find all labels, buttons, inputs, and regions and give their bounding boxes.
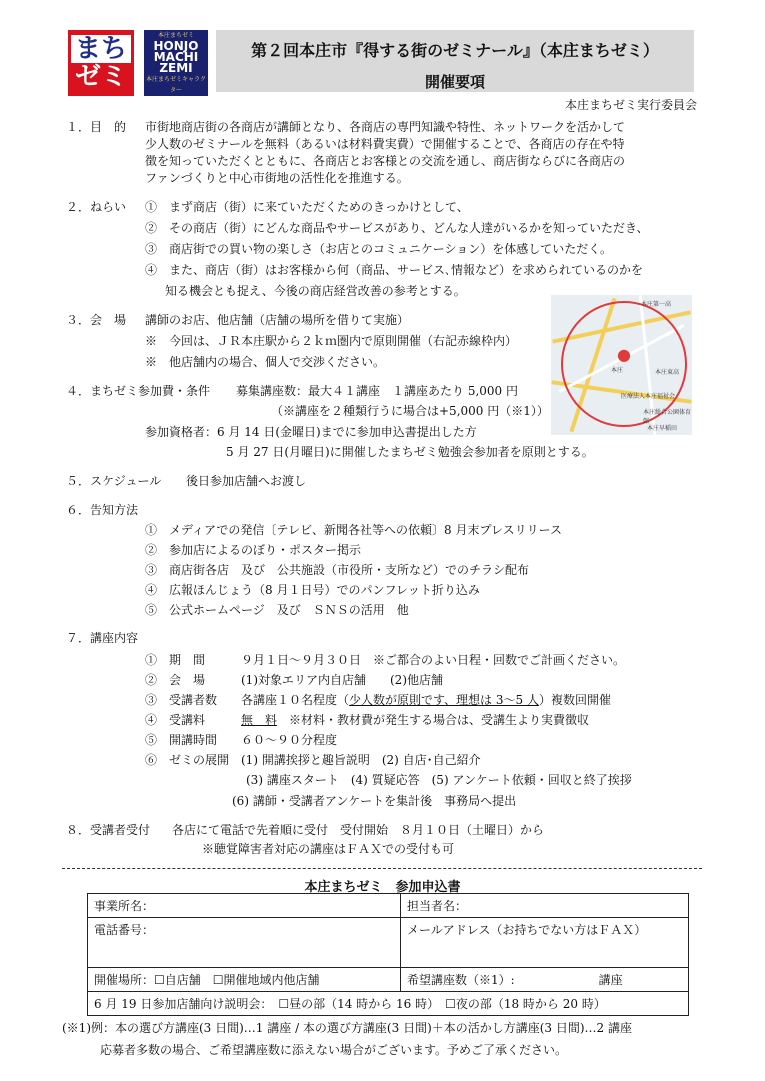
footnote: 応募者多数の場合、ご希望講座数に添えない場合がございます。予めご了承ください。 [100,1043,568,1057]
section-1-text: ファンづくりと中心市街地の活性化を推進する。 [145,171,409,185]
section-8-label: ８．受講者受付 [66,823,151,837]
section-2-item: ① まず商店（街）に来ていただくためのきっかけとして、 [145,200,469,214]
section-6-item: ② 参加店によるのぼり・ポスター掲示 [145,543,362,557]
section-2-item: ③ 商店街での買い物の楽しさ（お店とのコミュニケーション）を体感していただく。 [145,242,613,256]
section-4-label: ４．まちゼミ参加費・条件 [66,384,211,398]
section-4-eligibility: 5 月 27 日(月曜日)に開催したまちゼミ勉強会参加者を原則とする。 [226,445,594,459]
section-7-item: ② 会 場 (1)対象エリア内自店舗 (2)他店舗 [145,673,443,687]
section-3-note: ※ 他店舗内の場合、個人で交渉ください。 [145,355,386,369]
page-title: 第２回本庄市『得する街のゼミナール』（本庄まちゼミ） [251,41,659,60]
title-box [216,30,694,92]
section-7-item: ④ 受講料 無 料 ※材料・教材費が発生する場合は、受講生より実費徴収 [145,713,590,727]
briefing-field[interactable]: 6 月 19 日参加店舗向け説明会： ☐昼の部（14 時から 16 時） ☐夜の部（18 時から 20 時） [88,992,689,1016]
section-3-label: ３．会 場 [66,313,127,327]
cut-line [62,868,702,869]
section-1-text: 市街地商店街の各商店が講師となり、各商店の専門知識や特性、ネットワークを活かして [145,120,626,134]
page-subtitle: 開催要項 [424,73,485,91]
section-7-item: ⑤ 開講時間 ６０～９０分程度 [145,733,338,747]
section-7-item: (3) 講座スタート (4) 質疑応答 (5) アンケート依頼・回収と終了挨拶 [246,773,632,787]
section-4-eligibility: 参加資格者：6 月 14 日(金曜日)までに参加申込書提出した方 [145,425,477,439]
station-pin-icon: ● [617,345,631,364]
email-field[interactable]: メールアドレス（お持ちでない方はＦＡＸ） [401,918,689,968]
form-title: 本庄まちゼミ 参加申込書 [304,880,461,895]
machizemi-logo: まち ゼミ [68,30,134,96]
section-7-item: ① 期 間 ９月１日～９月３０日 ※ご都合のよい日程・回数でご計画ください。 [145,653,626,667]
section-2-item: 知る機会とも捉え、今後の商店経営改善の参考とする。 [165,284,466,298]
venue-field[interactable]: 開催場所：☐自店舗 ☐開催地域内他店舗 [88,968,401,992]
person-field[interactable]: 担当者名： [401,894,689,918]
phone-field[interactable]: 電話番号： [88,918,401,968]
section-5-label: ５．スケジュール [66,474,162,488]
section-1-text: 少人数のゼミナールを無料（あるいは材料費実費）で開催することで、各商店の存在や特 [145,137,625,151]
section-4-text: （※講座を２種類行うに場合は+5,000 円（※1）） [271,404,549,418]
section-3-note: ※ 今回は、ＪＲ本庄駅から２ｋｍ圏内で原則開催（右記赤線枠内） [145,334,518,348]
courses-field[interactable]: 希望講座数（※1）: 講座 [401,968,689,992]
section-7-item: (6) 講師・受講者アンケートを集計後 事務局へ提出 [232,794,517,808]
organizer: 本庄まちゼミ実行委員会 [564,98,697,112]
section-8-text: 各店にて電話で先着順に受付 受付開始 ８月１０日（土曜日）から [172,823,545,837]
section-8-note: ※聴覚障害者対応の講座はＦＡＸでの受付も可 [202,842,455,856]
section-2-item: ② その商店（街）にどんな商品やサービスがあり、どんな人達がいるかを知っていただき、 [145,221,649,235]
footnote: (※1)例：本の選び方講座(3 日間)…1 講座 / 本の選び方講座(3 日間)＋本の活かし方講座(3 日間)…2 講座 [62,1021,633,1035]
section-2-label: ２．ねらい [66,200,127,214]
section-3-text: 講師のお店、他店舗（店舗の場所を借りて実施） [145,313,410,327]
application-form [87,893,689,1016]
section-5-text: 後日参加店舗へお渡し [186,474,307,488]
section-7-label: ７．講座内容 [66,631,139,645]
section-6-label: ６．告知方法 [66,503,139,517]
section-7-item: ③ 受講者数 各講座１０名程度（少人数が原則です、理想は 3～5 人）複数回開催 [145,693,611,707]
section-4-text: 募集講座数：最大４１講座 １講座あたり 5,000 円 [236,384,518,398]
section-6-item: ① メディアでの発信〔テレビ、新聞各社等への依頼〕8 月末プレスリリース [145,523,563,537]
section-1-text: 徴を知っていただくとともに、各商店とお客様との交流を通し、商店街ならびに各商店の [145,154,626,168]
section-2-item: ④ また、商店（街）はお客様から何（商品、サービス､情報など）を求められているのかを [145,263,644,277]
section-6-item: ③ 商店街各店 及び 公共施設（市役所・支所など）でのチラシ配布 [145,563,530,577]
section-6-item: ⑤ 公式ホームページ 及び ＳＮＳの活用 他 [145,603,409,617]
company-field[interactable]: 事業所名： [88,894,401,918]
section-7-item: ⑥ ゼミの展開 (1) 開講挨拶と趣旨説明 (2) 自店･自己紹介 [145,753,481,767]
section-1-label: １．目 的 [66,120,127,134]
section-6-item: ④ 広報ほんじょう（8 月１日号）でのパンフレット折り込み [145,583,480,597]
honjo-machizemi-logo: 本庄まちゼミ HONJO MACHI ZEMI 本庄まちゼミキャラクター [145,32,206,94]
venue-map: ● 本庄第一高 本庄 本庄東高 医療法人本庄福祉会 本庄総合公園体育館 本庄早稲田 [551,295,692,435]
